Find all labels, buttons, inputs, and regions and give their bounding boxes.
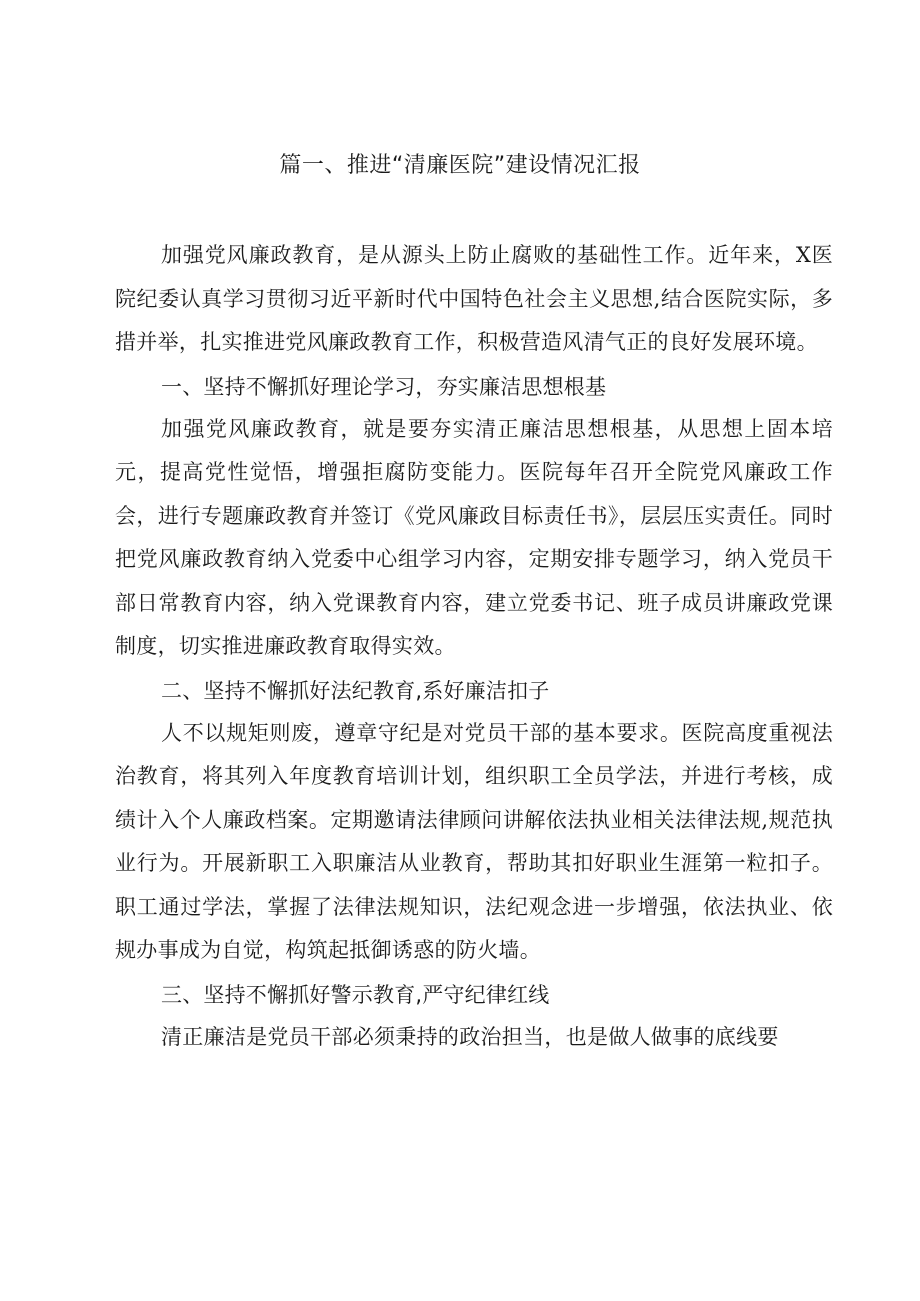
section-heading-2: 二、坚持不懈抓好法纪教育,系好廉洁扣子 — [161, 678, 550, 703]
section-heading-3: 三、坚持不懈抓好警示教育,严守纪律红线 — [161, 982, 550, 1007]
section-body-3: 清正廉洁是党员干部必须秉持的政治担当，也是做人做事的底线要 — [161, 1024, 779, 1049]
document-title: 篇一、推进“清廉医院”建设情况汇报 — [279, 153, 641, 178]
section-heading-1: 一、坚持不懈抓好理论学习，夯实廉洁思想根基 — [161, 374, 607, 399]
intro-paragraph: 加强党风廉政教育，是从源头上防止腐败的基础性工作。近年来，X医院纪委认真学习贯彻习近平新时代中国特色社会主义思想,结合医院实际，多措并举，扎实推进党风廉政教育工作，积极营造风清气正的良好发展环境。 — [115, 243, 833, 354]
section-body-2: 人不以规矩则废，遵章守纪是对党员干部的基本要求。医院高度重视法治教育，将其列入年度教育培训计划，组织职工全员学法，并进行考核，成绩计入个人廉政档案。定期邀请法律顾问讲解依法执业相关法律法规,规范执业行为。开展新职工入职廉洁从业教育，帮助其扣好职业生涯第一粒扣子。职工通过学法，掌握了法律法规知识，法纪观念进一步增强，依法执业、依规办事成为自觉，构筑起抵御诱惑的防火墙。 — [115, 720, 833, 962]
document-body — [115, 234, 833, 1059]
section-body-1: 加强党风廉政教育，就是要夯实清正廉洁思想根基，从思想上固本培元，提高党性觉悟，增强拒腐防变能力。医院每年召开全院党风廉政工作会，进行专题廉政教育并签订《党风廉政目标责任书》，层层压实责任。同时把党风廉政教育纳入党委中心组学习内容，定期安排专题学习，纳入党员干部日常教育内容，纳入党课教育内容，建立党委书记、班子成员讲廉政党课制度，切实推进廉政教育取得实效。 — [115, 416, 833, 658]
